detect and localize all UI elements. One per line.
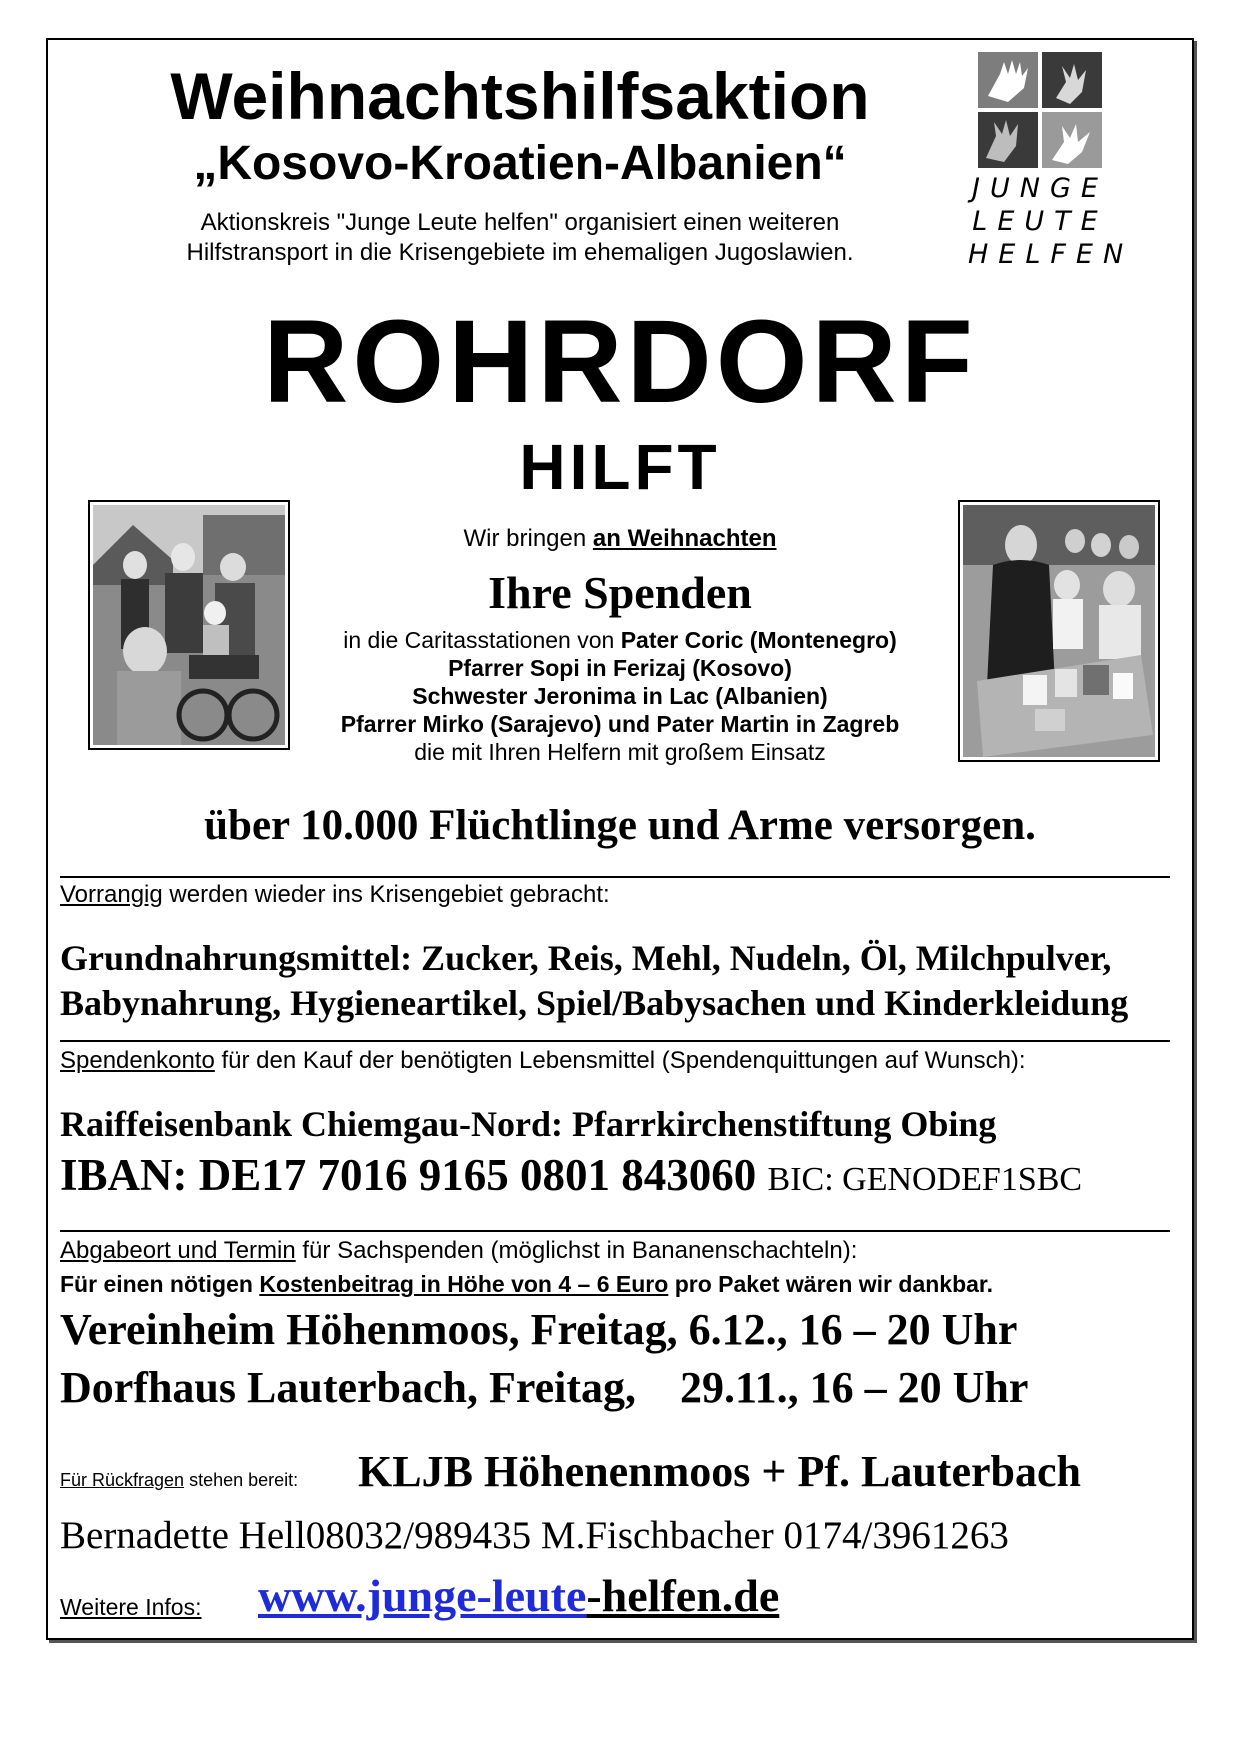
logo-line-junge: JUNGE (972, 173, 1108, 204)
fee-line (60, 1270, 1180, 1298)
city-headline: ROHRDORF (263, 296, 977, 428)
station-4: Pfarrer Mirko (Sarajevo) und Pater Martin in Zagreb (340, 711, 900, 737)
term-2-place: Dorfhaus Lauterbach, Freitag, (60, 1363, 637, 1412)
fee-suffix: pro Paket wären wir dankbar. (668, 1271, 993, 1297)
poster-title: Weihnachtshilfsaktion (170, 59, 870, 133)
account-label (60, 1046, 1170, 1076)
bring-line (300, 524, 940, 554)
refugees-statement: über 10.000 Flüchtlinge und Arme versorgen. (204, 802, 1036, 849)
poster-subtitle: „Kosovo-Kroatien-Albanien“ (193, 137, 847, 190)
intro-line-2: Hilfstransport in die Krisengebiete im ehemaligen Jugoslawien. (186, 239, 854, 266)
photo-left (88, 500, 290, 750)
website-link-blue[interactable]: www.junge-leute (258, 1570, 587, 1621)
hilft-headline: HILFT (519, 431, 721, 503)
bring-prefix: Wir bringen (463, 525, 593, 552)
iban-value: IBAN: DE17 7016 9165 0801 843060 (60, 1150, 768, 1200)
donations-heading: Ihre Spenden (488, 567, 752, 618)
goods-label-rest: werden wieder ins Krisengebiet gebracht: (162, 881, 610, 908)
bank-name: Raiffeisenbank Chiemgau-Nord: Pfarrkirchenstiftung Obing (60, 1104, 997, 1144)
goods-label (60, 880, 1170, 910)
divider-dropoff (60, 1230, 1170, 1232)
logo-wordmark (968, 172, 1134, 271)
contact-line (60, 1444, 1180, 1504)
website-link-black[interactable]: -helfen.de (586, 1570, 780, 1621)
photo-right (958, 500, 1160, 762)
divider-account (60, 1040, 1170, 1042)
contact-small (60, 1470, 298, 1491)
dropoff-label-underlined: Abgabeort und Termin (60, 1237, 296, 1264)
contact-small-underlined: Für Rückfragen (60, 1470, 185, 1490)
goods-line-1: Grundnahrungsmittel: Zucker, Reis, Mehl, Nudeln, Öl, Milchpulver, (60, 938, 1112, 978)
account-label-underlined: Spendenkonto (60, 1047, 215, 1074)
dropoff-label (60, 1236, 1170, 1266)
term-2 (60, 1360, 1180, 1416)
station-2: Pfarrer Sopi in Ferizaj (Kosovo) (448, 655, 792, 681)
helpers-line: die mit Ihren Helfern mit großem Einsatz (414, 739, 826, 765)
website-link[interactable] (258, 1568, 779, 1624)
intro-text (110, 208, 930, 268)
group-photo-family-icon (93, 505, 285, 745)
divider-goods (60, 876, 1170, 878)
contact-small-rest: stehen bereit: (184, 1470, 299, 1490)
account-label-rest: für den Kauf der benötigten Lebensmittel (Spendenquittungen auf Wunsch): (214, 1047, 1026, 1074)
stations-prefix: in die Caritasstationen von (343, 627, 621, 653)
station-1: Pater Coric (Montenegro) (620, 627, 897, 653)
contact-phones: Bernadette Hell08032/989435 M.Fischbacher 0174/3961263 (60, 1514, 1009, 1557)
contact-organization: KLJB Höhenenmoos + Pf. Lauterbach (358, 1447, 1081, 1496)
fee-prefix: Für einen nötigen (60, 1271, 260, 1297)
intro-line-1: Aktionskreis "Junge Leute helfen" organisiert einen weiteren (200, 209, 840, 236)
logo-line-helfen: HELFEN (968, 239, 1134, 270)
goods-list (60, 936, 1180, 1026)
goods-label-underlined: Vorrangig (60, 881, 163, 908)
infos-label: Weitere Infos: (60, 1594, 202, 1620)
iban-line (60, 1148, 1180, 1207)
infos-line (60, 1568, 1180, 1628)
logo-line-leute: LEUTE (972, 206, 1108, 237)
dropoff-label-rest: für Sachspenden (möglichst in Bananenschachteln): (295, 1237, 858, 1264)
stations-list (280, 626, 960, 766)
goods-line-2: Babynahrung, Hygieneartikel, Spiel/Babysachen und Kinderkleidung (60, 983, 1129, 1023)
station-line-1 (280, 626, 960, 654)
bring-underlined: an Weihnachten (592, 525, 777, 552)
term-2-time: 29.11., 16 – 20 Uhr (680, 1363, 1029, 1412)
term-1: Vereinheim Höhenmoos, Freitag, 6.12., 16 – 20 Uhr (60, 1305, 1018, 1354)
station-3: Schwester Jeronima in Lac (Albanien) (412, 683, 828, 709)
hands-logo-graphic (978, 52, 1102, 172)
fee-underlined: Kostenbeitrag in Höhe von 4 – 6 Euro (259, 1271, 669, 1297)
bic-value: BIC: GENODEF1SBC (767, 1161, 1083, 1198)
group-photo-volunteers-icon (963, 505, 1155, 757)
